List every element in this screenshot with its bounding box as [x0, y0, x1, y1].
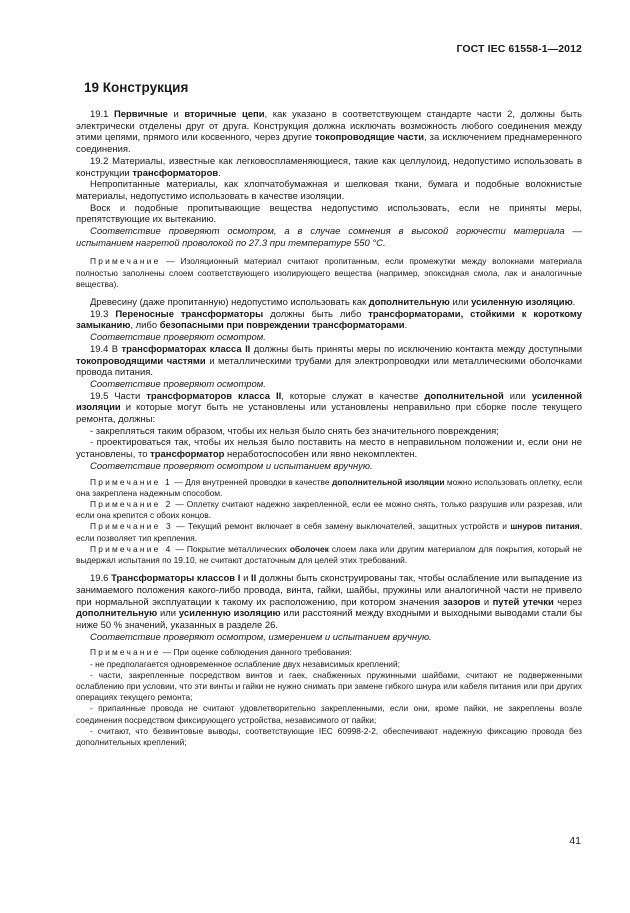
list-item: - считают, что безвинтовые выводы, соответствующие IEC 60998-2-2, обеспечивают надежную фиксацию провода без дополнительных креплений;: [76, 725, 582, 748]
clause-19-3: 19.3 Переносные трансформаторы должны быть либо трансформаторами, стойкими к короткому замыканию, либо безопасными при повреждении трансформаторами.: [76, 308, 583, 332]
note-19-5-1: Примечание 1 — Для внутренней проводки в качестве дополнительной изоляции можно использовать оплетку, если она закреплена надежным способом.: [76, 476, 583, 498]
paragraph-wood: Древесину (даже пропитанную) недопустимо использовать как дополнительную или усиленную изоляцию.: [90, 297, 576, 309]
note-19-2: Примечание — Изоляционный материал считают пропитанным, если промежутки между волокнами материала полностью заполнены слоем соответствующего изолирующего вещества (например, эпоксидная смола, лак и аналогичные вещества).: [76, 256, 582, 289]
list-item: - части, закрепленные посредством винтов и гаек, снабженных пружинными шайбами, считают не подверженными ослаблению при условии, что эти винты и гайки не нужно снимать при замене гибкого шнура или кабеля питания или при других операциях текущего ремонта;: [76, 669, 582, 703]
note-19-5-2: Примечание 2 — Оплетку считают надежно закрепленной, если ее можно снять, только разрушив или разрезав, или если она крепится с обоих концов.: [76, 499, 583, 521]
note-19-5-4: Примечание 4 — Покрытие металлических оболочек слоем лака или другим материалом для покрытия, который не выдержал испытания по 19.10, не считают достаточным для целей этих требований.: [76, 543, 582, 566]
paragraph-wax: Воск и подобные пропитывающие вещества недопустимо использовать, если не приняты меры, препятствующие их вытеканию.: [76, 202, 582, 226]
document-header: ГОСТ IEC 61558-1—2012: [456, 43, 582, 55]
paragraph-unimpregnated: Непропитанные материалы, как хлопчатобумажная и шелковая ткани, бумага и подобные волокнистые материалы, недопустимо использовать в качестве изоляции.: [76, 179, 582, 202]
list-item: - проектироваться так, чтобы их нельзя было поставить на место в неправильном положении и, если они не установлены, то трансформатор неработоспособен или явно некомплектен.: [76, 437, 582, 461]
clause-19-6: 19.6 Трансформаторы классов I и II должны быть сконструированы так, чтобы ослабление или выпадение из занимаемого положения какого-либо провода, винта, гайки, шайбы, пружины или аналогичной части не привело при нормальной эксплуатации к такому их расположению, при котором значения зазоров и путей утечки через дополнительную или усиленную изоляцию или расстояний между входными и выходными выводами стали бы ниже 50 % значений, указанных в разделе 26.: [76, 573, 582, 632]
compliance-19-5: Соответствие проверяют осмотром и испытанием вручную.: [90, 460, 373, 472]
note-19-5-3: Примечание 3 — Текущий ремонт включает в себя замену выключателей, защитных устройств и шнуров питания, если позволяет тип крепления.: [76, 521, 583, 543]
compliance-19-2: Соответствие проверяют осмотром, а в случае сомнения в высокой горючести материала — испытанием нагретой проволокой по 27.3 при температуре 550 °С.: [76, 226, 582, 249]
section-title: 19 Конструкция: [84, 80, 189, 95]
list-item: - не предполагается одновременное ослабление двух независимых креплений;: [90, 658, 400, 669]
clause-19-1: 19.1 Первичные и вторичные цепи, как указано в соответствующем стандарте части 2, должны быть электрически отделены друг от друга. Конструкция должна исключать возможность любого соединения между этими цепями, прямого или косвенного, через другие токопроводящие части, за исключением преднамеренного соединения.: [76, 109, 582, 156]
list-item: - припаянные провода не считают удовлетворительно закрепленными, если они, кроме пайки, не закреплены возле соединения посредством фиксирующего устройства, независимого от пайки;: [76, 703, 582, 725]
clause-19-4: 19.4 В трансформаторах класса II должны быть приняты меры по исключению контакта между доступными токопроводящими частями и металлическими трубами для электропроводки или металлическими оболочками провода питания.: [76, 343, 582, 379]
clause-19-5: 19.5 Части трансформаторов класса II, которые служат в качестве дополнительной или усиленной изоляции и которые могут быть не установлены или установлены неправильно при сборке после текущего ремонта, должны:: [76, 390, 582, 426]
document-body: [76, 109, 582, 748]
page-number: 41: [569, 835, 581, 847]
compliance-19-6: Соответствие проверяют осмотром, измерением и испытанием вручную.: [90, 631, 432, 643]
list-item: - закрепляться таким образом, чтобы их нельзя было снять без значительного повреждения;: [90, 425, 499, 437]
note-19-6: Примечание — При оценке соблюдения данного требования:: [90, 647, 352, 658]
clause-19-2: 19.2 Материалы, известные как легковоспламеняющиеся, такие как целлулоид, недопустимо использовать в конструкции трансформаторов.: [76, 155, 582, 179]
compliance-19-3: Соответствие проверяют осмотром.: [90, 332, 266, 344]
compliance-19-4: Соответствие проверяют осмотром.: [90, 378, 266, 390]
